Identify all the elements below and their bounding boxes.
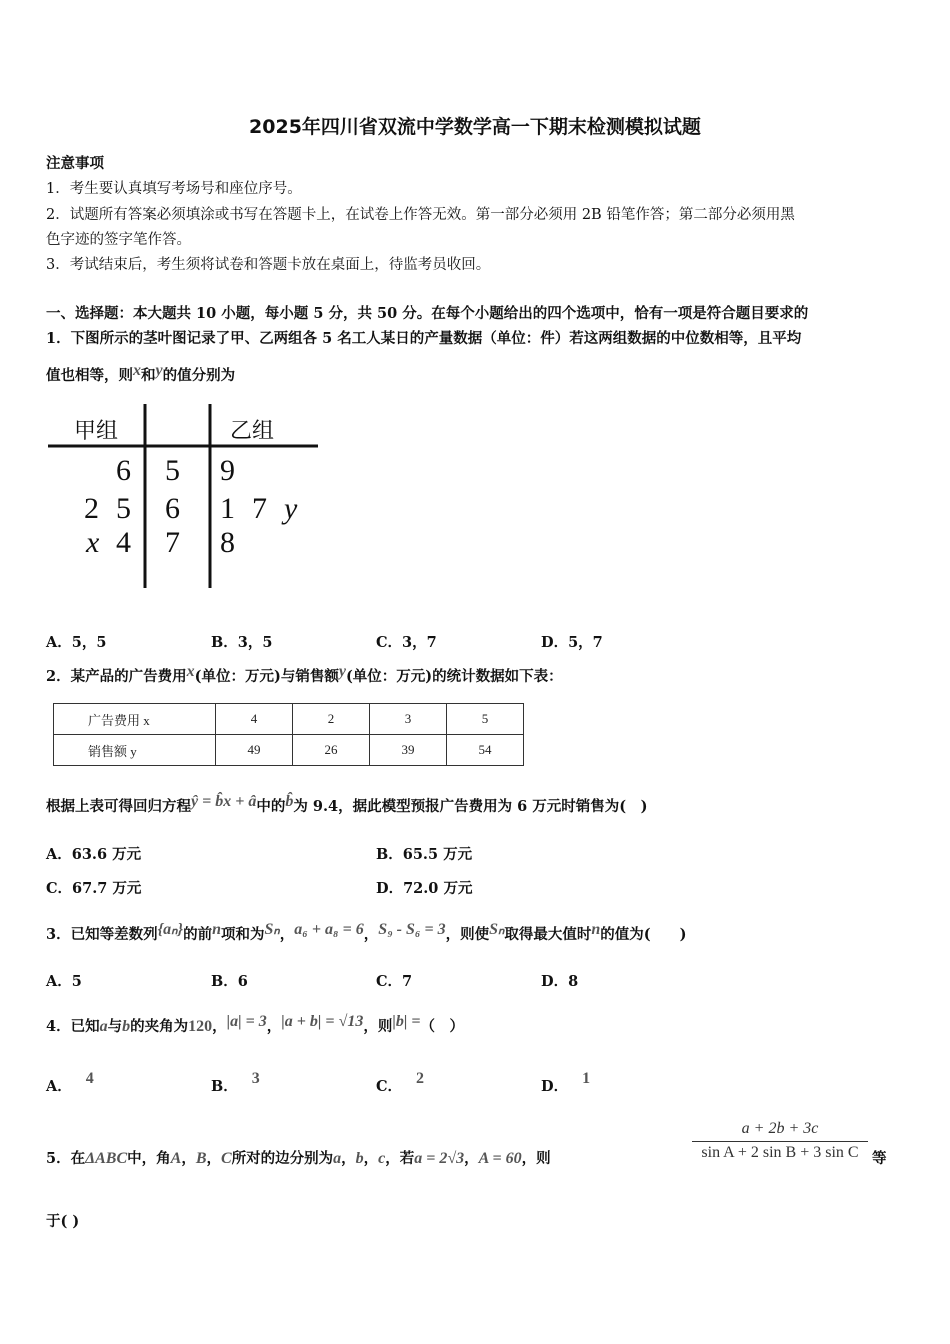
q3-var-n-2: n [591, 921, 601, 938]
q3-text-c: 项和为 [221, 926, 265, 943]
stem-leaf-left: 5 [116, 492, 131, 525]
q5-line2: 于( ) [46, 1213, 80, 1230]
q4-text-c: 的夹角为 [130, 1018, 189, 1035]
q3-cond-2: S₉ - S₆ = 3 [378, 921, 446, 938]
q5-text-f: 等 [872, 1150, 887, 1167]
table-cell: 4 [216, 704, 293, 735]
q3-option-a: A．5 [46, 973, 82, 990]
q5-fraction-numerator: a + 2b + 3c [741, 1120, 819, 1137]
q1-option-a: A．5，5 [46, 634, 107, 651]
q5-side-c: c [378, 1150, 386, 1167]
table-cell: 49 [216, 735, 293, 766]
note-1: 1．考生要认真填写考场号和座位序号。 [46, 181, 302, 197]
q5-text-d: ，若 [385, 1150, 415, 1167]
stem-value: 7 [165, 526, 180, 559]
q3-var-n: n [212, 921, 222, 938]
q4-option-a [46, 1070, 94, 1096]
q3-option-c: C．7 [376, 973, 413, 990]
option-label: D． [541, 1078, 569, 1095]
q2-line1 [46, 665, 563, 686]
q2-line2 [46, 795, 648, 816]
q3-sequence: {aₙ} [157, 921, 184, 938]
q5-text-c: 所对的边分别为 [231, 1150, 334, 1167]
q2-data-table [53, 703, 524, 766]
q2-text-a: 2．某产品的广告费用 [46, 668, 187, 685]
q5-text-e: ，则 [521, 1150, 551, 1167]
option-value: 3 [251, 1070, 260, 1087]
q2-option-d: D．72.0 万元 [376, 880, 473, 897]
q4-option-b [211, 1070, 260, 1096]
q4-angle: 120 [188, 1018, 213, 1035]
q2-option-c: C．67.7 万元 [46, 880, 142, 897]
stem-leaf-left: 6 [116, 454, 131, 487]
option-value: 4 [85, 1070, 94, 1087]
q3-text-f: 的值为( ) [600, 926, 687, 943]
q4-vec-a: a [99, 1018, 108, 1035]
q5-cond-2: A = 60 [478, 1150, 522, 1167]
q1-var-x: x [133, 362, 141, 379]
note-3: 3．考试结束后，考生须将试卷和答题卡放在桌面上，待监考员收回。 [46, 257, 491, 273]
stem-leaf-right: 7 [252, 492, 267, 525]
q5-line: 5．在ΔABC中，角A，B，C所对的边分别为a，b，c，若a = 2√3，A = 60，则 [46, 1150, 551, 1167]
q1-option-b: B．3，5 [211, 634, 273, 651]
q4-vec-b: b [122, 1018, 131, 1035]
stem-leaf-right: 1 [220, 492, 235, 525]
stem-leaf-right: 9 [220, 454, 235, 487]
q1-text-a: 值也相等，则 [46, 367, 133, 384]
q4-cond-2: |a + b| = √13 [281, 1013, 364, 1030]
q4-text-a: 4．已知 [46, 1018, 100, 1035]
q5-text-b: 中，角 [127, 1150, 171, 1167]
q1-var-y: y [155, 362, 163, 379]
q4-option-d [541, 1070, 591, 1096]
q1-and: 和 [141, 367, 156, 384]
q2-var-y: y [338, 663, 346, 680]
option-label: A． [46, 1078, 72, 1095]
q3-line: 3．已知等差数列{aₙ}的前n项和为Sₙ，a₆ + a₈ = 6，S₉ - S₆ = 3，则使Sₙ取得最大值时n的值为( ) [46, 921, 687, 943]
q4-text-d: ，则 [363, 1018, 393, 1035]
q5-fraction [692, 1120, 868, 1162]
stem-right-label: 乙组 [230, 419, 275, 444]
stem-left-label: 甲组 [74, 419, 119, 444]
table-cell: 54 [447, 735, 524, 766]
table-row-label: 销售额 y [54, 735, 216, 766]
stem-leaf-right-y: y [284, 492, 298, 525]
q5-angle-a: A [170, 1150, 182, 1167]
q3-cond-1: a₆ + a₈ = 6 [294, 921, 364, 938]
q5-text-a: 5．在 [46, 1150, 86, 1167]
note-2-cont: 色字迹的签字笔作答。 [46, 232, 191, 248]
table-row [54, 735, 524, 766]
section-heading: 一、选择题：本大题共 10 小题，每小题 5 分，共 50 分。在每个小题给出的四个选项中，恰有一项是符合题目要求的 [46, 305, 809, 322]
q5-angle-b: B [195, 1150, 207, 1167]
q3-option-d: D．8 [541, 973, 579, 990]
q3-sn-2: Sₙ [489, 921, 505, 938]
q5-fraction-bar [692, 1141, 868, 1142]
q3-sn: Sₙ [264, 921, 280, 938]
stem-leaf-plot [48, 400, 328, 590]
q4-option-c [376, 1070, 425, 1096]
q3-text-e: 取得最大值时 [504, 926, 592, 943]
q5-side-b: b [355, 1150, 364, 1167]
q2-var-x: x [186, 663, 195, 680]
q2-option-b: B．65.5 万元 [376, 846, 473, 863]
table-cell: 2 [293, 704, 370, 735]
stem-value: 5 [165, 454, 180, 487]
table-cell: 26 [293, 735, 370, 766]
option-label: B． [211, 1078, 238, 1095]
table-cell: 5 [447, 704, 524, 735]
q5-triangle: ΔABC [85, 1150, 128, 1167]
option-value: 1 [582, 1070, 591, 1087]
table-row [54, 704, 524, 735]
q2-text-c: (单位：万元)的统计数据如下表： [345, 668, 563, 685]
q4-cond-1: |a| = 3 [226, 1013, 267, 1030]
notes-heading: 注意事项 [46, 155, 104, 172]
table-cell: 3 [370, 704, 447, 735]
stem-leaf-left: 2 [84, 492, 99, 525]
q5-fraction-denominator: sin A + 2 sin B + 3 sin C [701, 1144, 859, 1161]
q4-text-e: （ ） [420, 1018, 464, 1035]
stem-leaf-right: 8 [220, 526, 235, 559]
q3-text-d: ，则使 [445, 926, 490, 943]
table-cell: 39 [370, 735, 447, 766]
option-value: 2 [416, 1070, 425, 1087]
q1-option-c: C．3，7 [376, 634, 437, 651]
q2-text-e: 中的 [256, 798, 286, 815]
q4-abs-b: |b| = [392, 1013, 421, 1030]
option-label: C． [376, 1078, 403, 1095]
q1-text-b: 的值分别为 [162, 367, 236, 384]
stem-leaf-left-x: x [86, 526, 100, 559]
table-row-label: 广告费用 x [54, 704, 216, 735]
q2-regression-eq: ŷ = b̂x + â [191, 793, 257, 810]
q3-text-a: 3．已知等差数列 [46, 926, 158, 943]
page-title: 2025年四川省双流中学数学高一下期末检测模拟试题 [249, 116, 701, 138]
q1-line1: 1．下图所示的茎叶图记录了甲、乙两组各 5 名工人某日的产量数据（单位：件）若这两组数据的中位数相等，且平均 [46, 330, 802, 347]
q4-text-b: 与 [107, 1018, 123, 1035]
q5-side-a: a [333, 1150, 342, 1167]
q2-text-b: (单位：万元)与销售额 [194, 668, 339, 685]
q3-text-b: 的前 [183, 926, 213, 943]
q4-line: 4．已知a与b的夹角为120，|a| = 3，|a + b| = √13，则|b| =（ ） [46, 1013, 464, 1035]
q2-text-f: 为 9.4，据此模型预报广告费用为 6 万元时销售为( ) [293, 798, 648, 815]
q5-cond-1: a = 2√3 [414, 1150, 465, 1167]
stem-leaf-left: 4 [116, 526, 131, 559]
q2-bhat: b̂ [285, 793, 294, 810]
note-2: 2．试题所有答案必须填涂或书写在答题卡上，在试卷上作答无效。第一部分必须用 2B 铅笔作答；第二部分必须用黑 [46, 207, 795, 223]
q2-text-d: 根据上表可得回归方程 [46, 798, 191, 815]
q3-option-b: B．6 [211, 973, 248, 990]
q1-option-d: D．5，7 [541, 634, 603, 651]
q2-option-a: A．63.6 万元 [46, 846, 142, 863]
q1-line2 [46, 364, 235, 385]
q5-angle-c: C [220, 1150, 232, 1167]
stem-value: 6 [165, 492, 180, 525]
